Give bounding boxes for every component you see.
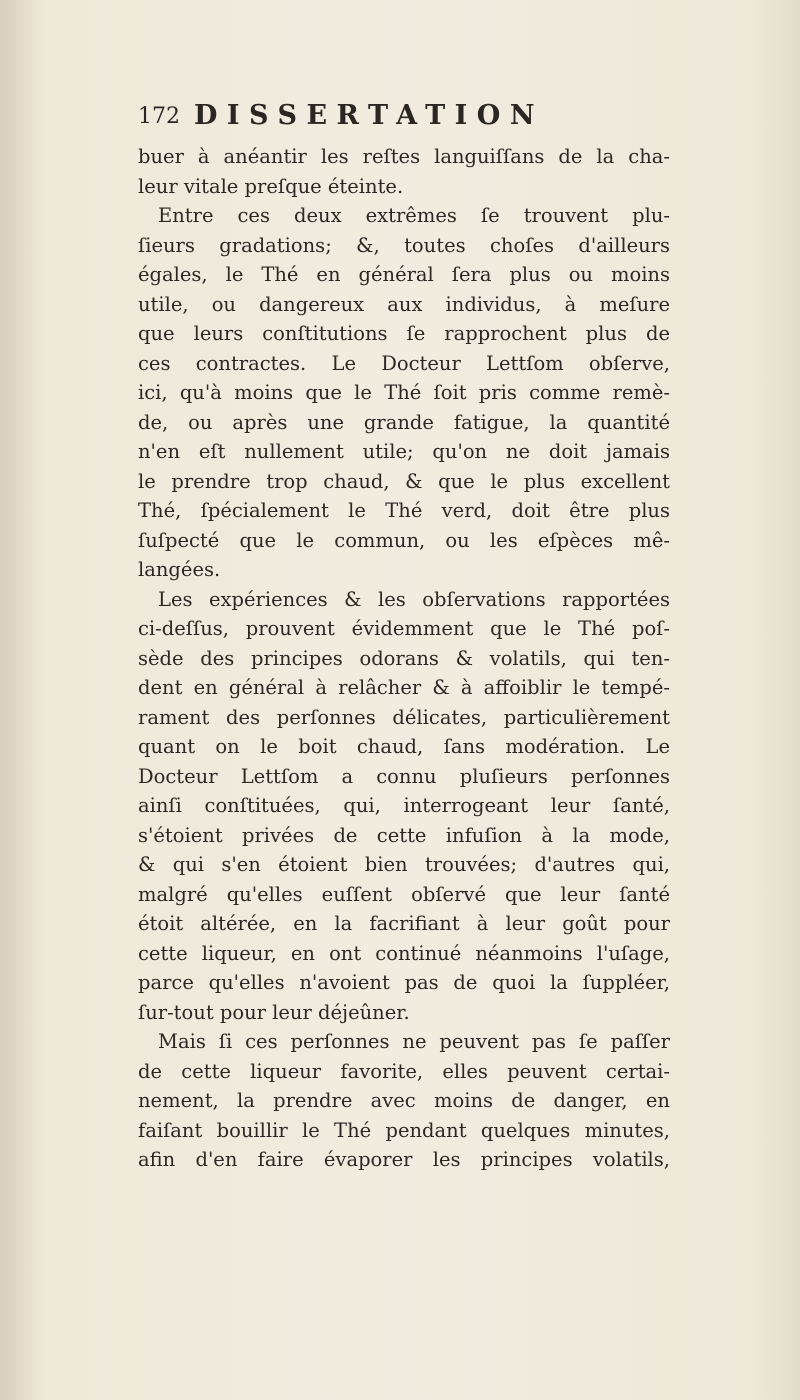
text-line: cette liqueur, en ont continué néanmoins l'uſage, xyxy=(138,941,670,965)
text-line: le prendre trop chaud, & que le plus excellent xyxy=(138,469,670,493)
text-line: que leurs conſtitutions ſe rapprochent plus de xyxy=(138,322,670,345)
page-number: 172 xyxy=(138,104,180,129)
text-line: afin d'en faire évaporer les principes volatils, xyxy=(138,1148,670,1171)
text-line: Docteur Lettſom a connu pluſieurs perſonnes xyxy=(138,764,670,788)
text-line: ſur-tout pour leur déjeûner. xyxy=(138,1000,410,1024)
text-line: sède des principes odorans & volatils, qui ten- xyxy=(138,646,670,670)
text-line: Les expériences & les obſervations rapportées xyxy=(158,587,670,611)
text-line: utile, ou dangereux aux individus, à meſure xyxy=(138,292,670,316)
text-line: faiſant bouillir le Thé pendant quelques minutes, xyxy=(138,1118,670,1142)
text-line: ainſi conſtituées, qui, interrogeant leur ſanté, xyxy=(138,794,670,817)
text-line: n'en eſt nullement utile; qu'on ne doit jamais xyxy=(138,440,670,463)
text-line: de cette liqueur favorite, elles peuvent certai- xyxy=(138,1059,670,1083)
text-line: langées. xyxy=(138,558,221,581)
text-line: Thé, ſpécialement le Thé verd, doit être plus xyxy=(138,499,670,522)
page-header xyxy=(138,100,698,134)
text-line: Entre ces deux extrêmes ſe trouvent plu- xyxy=(158,204,670,227)
text-line: égales, le Thé en général ſera plus ou moins xyxy=(138,263,670,286)
text-line: quant on le boit chaud, ſans modération. Le xyxy=(138,735,670,758)
text-line: leur vitale preſque éteinte. xyxy=(138,174,404,198)
text-line: étoit altérée, en la facrifiant à leur goût pour xyxy=(138,912,670,935)
page-gutter-shadow xyxy=(0,0,40,1400)
text-line: parce qu'elles n'avoient pas de quoi la ſuppléer, xyxy=(138,971,670,994)
text-line: nement, la prendre avec moins de danger, en xyxy=(138,1089,670,1112)
text-line: buer à anéantir les reſtes languiſſans de la cha- xyxy=(138,145,670,168)
text-line: dent en général à relâcher & à affoiblir le tempé- xyxy=(138,676,670,699)
text-line: s'étoient privées de cette infuſion à la mode, xyxy=(138,823,670,847)
text-line: ces contractes. Le Docteur Lettſom obſerve, xyxy=(138,351,670,375)
text-line: ſuſpecté que le commun, ou les eſpèces mê- xyxy=(138,528,670,552)
body-text xyxy=(138,142,670,1175)
text-line: Mais ſi ces perſonnes ne peuvent pas ſe paſſer xyxy=(158,1030,670,1053)
text-line: & qui s'en étoient bien trouvées; d'autres qui, xyxy=(138,853,670,876)
text-line: de, ou après une grande fatigue, la quantité xyxy=(138,410,670,434)
text-line: rament des perſonnes délicates, particulièrement xyxy=(138,705,670,729)
text-line: ci-deſſus, prouvent évidemment que le Thé poſ- xyxy=(138,617,670,640)
text-line: ſieurs gradations; &, toutes choſes d'ailleurs xyxy=(138,233,670,257)
running-title: DISSERTATION xyxy=(194,100,544,131)
text-line: ici, qu'à moins que le Thé ſoit pris comme remè- xyxy=(138,381,670,404)
text-line: malgré qu'elles euſſent obſervé que leur ſanté xyxy=(138,882,670,906)
